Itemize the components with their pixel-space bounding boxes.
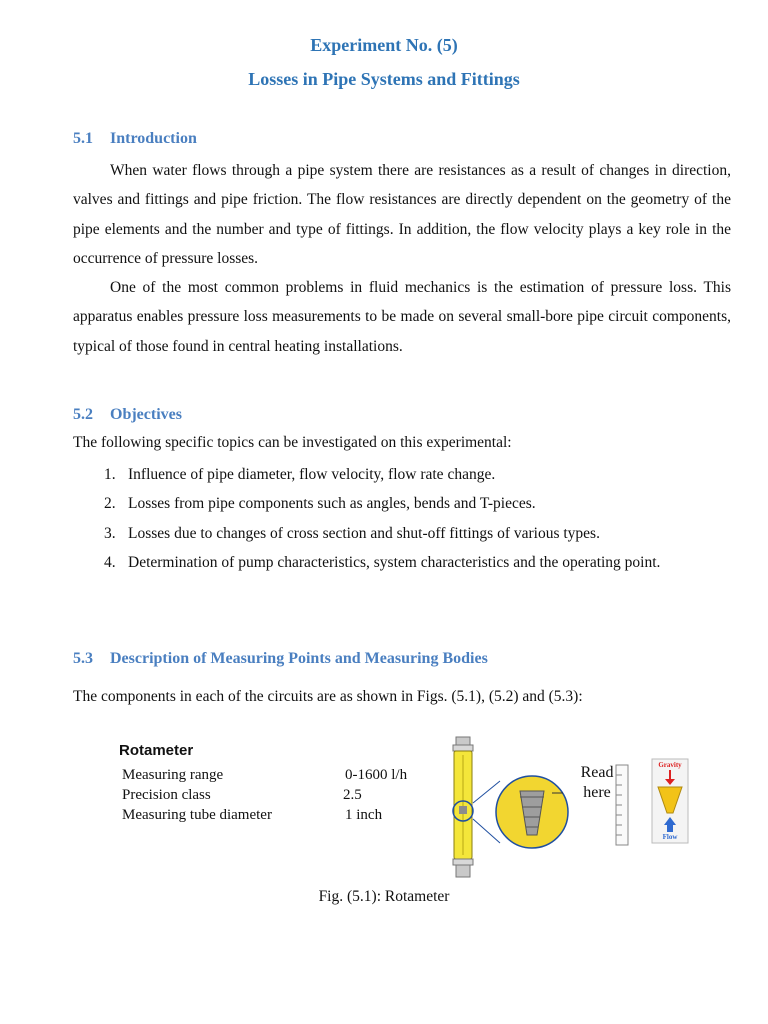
list-item — [73, 519, 731, 548]
spec-value: 1 inch — [345, 807, 383, 823]
objectives-lead: The following specific topics can be investigated on this experimental: — [73, 434, 512, 451]
list-text: Losses from pipe components such as angles, bends and T-pieces. — [128, 495, 536, 513]
section-heading-description — [73, 650, 488, 668]
here-label: here — [583, 784, 611, 801]
list-number: 4. — [104, 553, 116, 571]
flow-arrow-icon — [667, 824, 673, 832]
introduction-paragraph-2: One of the most common problems in fluid mechanics is the estimation of pressure loss. This apparatus enables pressure loss measurements to be made on several small-bore pipe circuit components, typical of those found in central heating installations. — [73, 279, 731, 355]
rotameter-table-title: Rotameter — [119, 742, 194, 759]
section-number: 5.1 — [73, 130, 93, 147]
list-text: Influence of pipe diameter, flow velocity, flow rate change. — [128, 466, 496, 483]
read-label: Read — [580, 764, 614, 781]
section-title: Objectives — [110, 406, 182, 423]
flow-label: Flow — [662, 833, 678, 841]
experiment-number: Experiment No. (5) — [310, 35, 458, 55]
page-title: Losses in Pipe Systems and Fittings — [248, 69, 520, 89]
list-item — [73, 548, 731, 577]
rotameter-illustration — [440, 735, 700, 880]
section-heading-introduction — [73, 130, 197, 148]
list-number: 2. — [104, 495, 116, 513]
spec-label: Precision class — [122, 787, 211, 803]
spec-label: Measuring range — [122, 767, 224, 783]
zoom-connector — [473, 819, 500, 843]
section-title: Introduction — [110, 130, 197, 147]
zoom-connector — [473, 781, 500, 803]
tube-bottom-flange — [453, 859, 473, 865]
list-number: 1. — [104, 466, 116, 483]
spec-label: Measuring tube diameter — [122, 807, 272, 823]
tube-top-flange — [453, 745, 473, 751]
section-title: Description of Measuring Points and Measuring Bodies — [110, 650, 488, 667]
section-number: 5.3 — [73, 650, 93, 667]
spec-value: 0-1600 l/h — [345, 767, 408, 783]
list-text: Determination of pump characteristics, system characteristics and the operating point. — [128, 553, 661, 571]
list-item — [73, 460, 731, 489]
list-item — [73, 489, 731, 518]
list-text: Losses due to changes of cross section and shut-off fittings of various types. — [128, 524, 600, 542]
list-number: 3. — [104, 524, 116, 542]
objectives-list — [73, 460, 731, 577]
description-lead: The components in each of the circuits are as shown in Figs. (5.1), (5.2) and (5.3): — [73, 688, 583, 705]
section-number: 5.2 — [73, 406, 93, 423]
introduction-body — [73, 156, 731, 361]
spec-value: 2.5 — [343, 787, 362, 803]
float-icon — [459, 806, 467, 814]
tube-bottom-cap — [456, 865, 470, 877]
gravity-label: Gravity — [658, 761, 682, 769]
section-heading-objectives — [73, 406, 182, 424]
figure-caption: Fig. (5.1): Rotameter — [318, 888, 450, 905]
introduction-paragraph-1: When water flows through a pipe system there are resistances as a result of changes in direction, valves and fittings and pipe friction. The flow resistances are directly dependent on the geometry of the pipe elements and the number and type of fittings. In addition, the flow velocity plays a key role in the occurrence of pressure losses. — [73, 162, 731, 267]
